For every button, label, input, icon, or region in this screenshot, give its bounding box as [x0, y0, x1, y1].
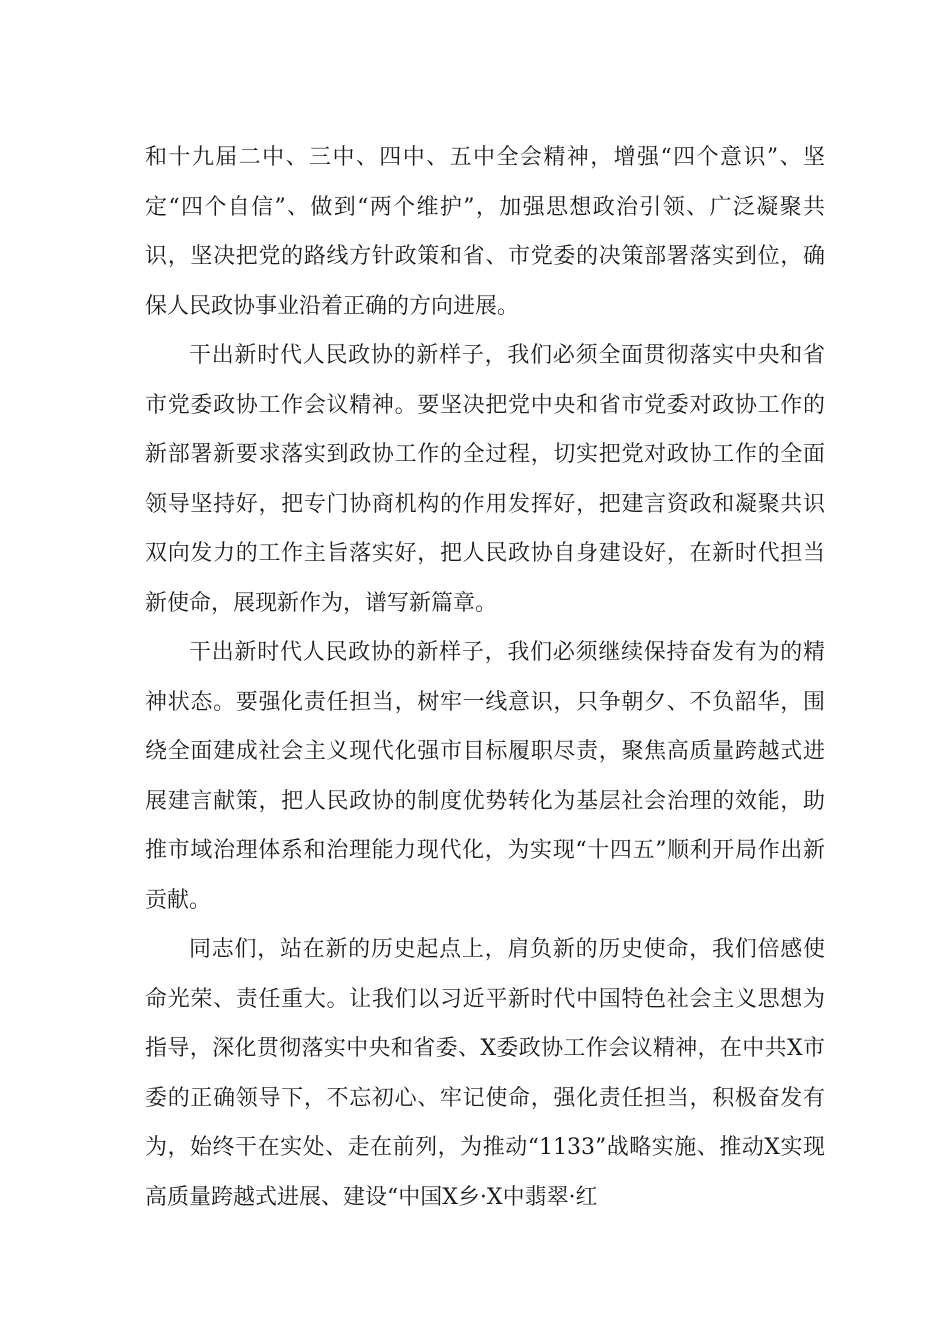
paragraph-1: 和十九届二中、三中、四中、五中全会精神，增强“四个意识”、坚定“四个自信”、做到“两个维护”，加强思想政治引领、广泛凝聚共识，坚决把党的路线方针政策和省、市党委的决策部署落实到位，确保人民政协事业沿着正确的方向进展。	[145, 145, 825, 319]
paragraph-3: 干出新时代人民政协的新样子，我们必须继续保持奋发有为的精神状态。要强化责任担当，树牢一线意识，只争朝夕、不负韶华，围绕全面建成社会主义现代化强市目标履职尽责，聚焦高质量跨越式进展建言献策，把人民政协的制度优势转化为基层社会治理的效能，助推市域治理体系和治理能力现代化，为实现“十四五”顺利开局作出新贡献。	[145, 640, 825, 913]
paragraph-4: 同志们，站在新的历史起点上，肩负新的历史使命，我们倍感使命光荣、责任重大。让我们以习近平新时代中国特色社会主义思想为指导，深化贯彻落实中央和省委、X委政协工作会议精神，在中共X市委的正确领导下，不忘初心、牢记使命，强化责任担当，积极奋发有为，始终干在实处、走在前列，为推动“1133”战略实施、推动X实现高质量跨越式进展、建设“中国X乡·X中翡翠·红	[145, 937, 825, 1210]
paragraph-2: 干出新时代人民政协的新样子，我们必须全面贯彻落实中央和省市党委政协工作会议精神。要坚决把党中央和省市党委对政协工作的新部署新要求落实到政协工作的全过程，切实把党对政协工作的全面领导坚持好，把专门协商机构的作用发挥好，把建言资政和凝聚共识双向发力的工作主旨落实好，把人民政协自身建设好，在新时代担当新使命，展现新作为，谱写新篇章。	[145, 343, 825, 616]
document-body	[145, 133, 825, 1222]
